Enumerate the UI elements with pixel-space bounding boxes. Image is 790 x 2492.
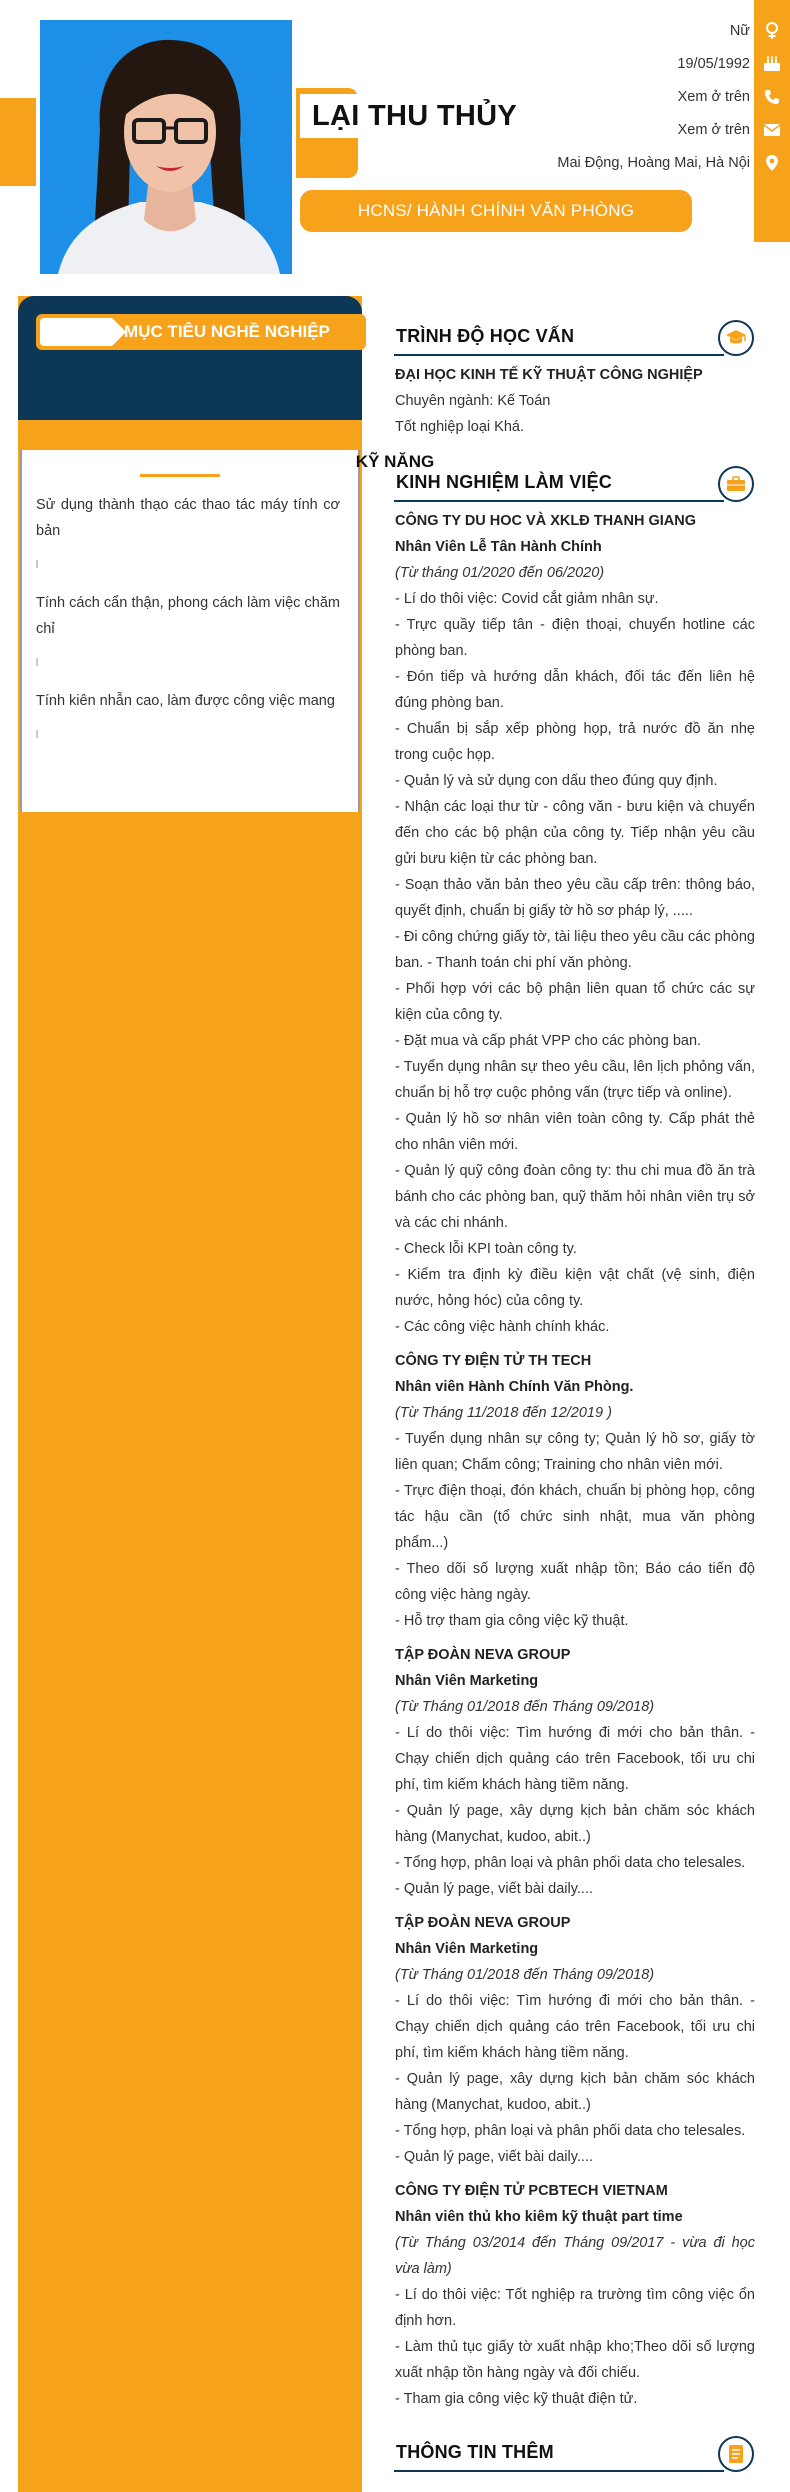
profile-photo [40, 20, 292, 274]
experience-title-line [394, 500, 724, 502]
education-title-line [394, 354, 724, 356]
job-entry [395, 1910, 755, 2170]
job-duty: - Soạn thảo văn bản theo yêu cầu cấp trên: thông báo, quyết định, chuẩn bị giấy tờ hồ sơ pháp lý, ..... [395, 877, 755, 919]
location-pin-icon [754, 146, 790, 179]
job-company: CÔNG TY ĐIỆN TỬ PCBTECH VIETNAM [395, 2183, 668, 2199]
birthday-cake-icon [754, 47, 790, 80]
phone-icon [754, 80, 790, 113]
job-duty: - Lí do thôi việc: Tìm hướng đi mới cho bản thân. - Chạy chiến dịch quảng cáo trên Facebook, tối ưu chi phí, tìm kiếm khách hàng tiềm năng. [395, 1725, 755, 1793]
skill-item: Tính cách cẩn thận, phong cách làm việc chăm chỉ [36, 595, 340, 637]
job-duty: - Lí do thôi việc: Covid cắt giảm nhân sự. [395, 591, 659, 607]
job-company: TẬP ĐOÀN NEVA GROUP [395, 1915, 571, 1931]
skills-title: KỸ NĂNG [355, 452, 435, 471]
job-position: Nhân Viên Lễ Tân Hành Chính [395, 539, 602, 555]
job-period: (Từ tháng 01/2020 đến 06/2020) [395, 565, 605, 581]
job-duty: - Tuyển dụng nhân sự theo yêu cầu, lên lịch phỏng vấn, chuẩn bị hỗ trợ cuộc phỏng vấn (trực tiếp và online). [395, 1059, 755, 1101]
experience-content [395, 508, 755, 2412]
job-duty: - Đi công chứng giấy tờ, tài liệu theo yêu cầu các phòng ban. - Thanh toán chi phí văn phòng. [395, 929, 755, 971]
job-period: (Từ Tháng 03/2014 đến Tháng 09/2017 - vừa đi học vừa làm) [395, 2235, 755, 2277]
job-entry [395, 1348, 755, 1634]
contact-phone: Xem ở trên [677, 88, 750, 105]
job-duty: - Theo dõi số lượng xuất nhập tồn; Báo cáo tiến độ công việc hàng ngày. [395, 1561, 755, 1603]
skill-level-bar [36, 560, 38, 568]
job-position: Nhân viên Hành Chính Văn Phòng. [395, 1379, 634, 1395]
job-period: (Từ Tháng 11/2018 đến 12/2019 ) [395, 1405, 612, 1421]
job-position: Nhân viên thủ kho kiêm kỹ thuật part time [395, 2209, 683, 2225]
graduation-cap-icon [718, 320, 754, 356]
skill-item: Tính kiên nhẫn cao, làm được công việc mang [36, 693, 335, 709]
job-duty: - Đón tiếp và hướng dẫn khách, đối tác đến liên hệ đúng phòng ban. [395, 669, 755, 711]
job-duty: - Tổng hợp, phân loại và phân phối data cho telesales. [395, 2123, 746, 2139]
job-company: CÔNG TY ĐIỆN TỬ TH TECH [395, 1353, 592, 1369]
job-duty: - Quản lý quỹ công đoàn công ty: thu chi mua đồ ăn trà bánh cho các phòng ban, quỹ thăm hỏi nhân viên trụ sở và các chi nhánh. [395, 1163, 755, 1231]
career-objective-tab-marker [40, 318, 112, 346]
experience-header [394, 464, 754, 504]
briefcase-icon [718, 466, 754, 502]
job-duty: - Lí do thôi việc: Tìm hướng đi mới cho bản thân. - Chạy chiến dịch quảng cáo trên Facebook, tối ưu chi phí, tìm kiếm khách hàng tiềm năng. [395, 1993, 755, 2061]
job-duty: - Quản lý page, viết bài daily.... [395, 2149, 594, 2165]
gender-icon [754, 14, 790, 47]
education-content [395, 362, 755, 440]
job-entry [395, 2178, 755, 2412]
job-entry [395, 508, 755, 1340]
job-duty: - Hỗ trợ tham gia công việc kỹ thuật. [395, 1613, 629, 1629]
job-duty: - Trực quầy tiếp tân - điện thoại, chuyển hotline các phòng ban. [395, 617, 755, 659]
job-duty: - Phối hợp với các bộ phận liên quan tổ chức các sự kiện của công ty. [395, 981, 755, 1023]
job-duty: - Kiểm tra định kỳ điều kiện vật chất (vệ sinh, điện nước, hỏng hóc) của công ty. [395, 1267, 755, 1309]
contact-icon-bar [754, 0, 790, 242]
job-duty: - Tham gia công việc kỹ thuật điện tử. [395, 2391, 638, 2407]
job-duty: - Quản lý và sử dụng con dấu theo đúng quy định. [395, 773, 718, 789]
job-period: (Từ Tháng 01/2018 đến Tháng 09/2018) [395, 1967, 655, 1983]
contact-list [420, 14, 750, 179]
career-objective-title: MỤC TIÊU NGHỀ NGHIỆP [124, 322, 330, 341]
job-entry [395, 1642, 755, 1902]
header-accent-tab [0, 98, 36, 186]
job-duty: - Làm thủ tục giấy tờ xuất nhập kho;Theo dõi số lượng xuất nhập tồn hàng ngày và đối chiếu. [395, 2339, 755, 2381]
job-position: Nhân Viên Marketing [395, 1941, 539, 1957]
job-duty: - Các công việc hành chính khác. [395, 1319, 610, 1335]
job-duty: - Tổng hợp, phân loại và phân phối data cho telesales. [395, 1855, 746, 1871]
job-title-text: HCNS/ HÀNH CHÍNH VĂN PHÒNG [357, 201, 635, 220]
job-company: TẬP ĐOÀN NEVA GROUP [395, 1647, 571, 1663]
job-duty: - Quản lý page, xây dựng kịch bản chăm sóc khách hàng (Manychat, kudoo, abit..) [395, 2071, 755, 2113]
education-header [394, 318, 754, 358]
additional-info-title: THÔNG TIN THÊM [396, 2442, 554, 2462]
skill-level-bar [36, 730, 166, 738]
job-duty: - Trực điện thoại, đón khách, chuẩn bị phòng họp, công tác hậu cần (tổ chức sinh nhật, mua văn phòng phẩm...) [395, 1483, 755, 1551]
education-grade: Tốt nghiệp loại Khá. [395, 419, 524, 435]
job-duty: - Đặt mua và cấp phát VPP cho các phòng ban. [395, 1033, 702, 1049]
job-duty: - Quản lý hồ sơ nhân viên toàn công ty. Cấp phát thẻ cho nhân viên mới. [395, 1111, 755, 1153]
skills-title-underline [140, 474, 220, 477]
candidate-name: LẠI THU THỦY [312, 100, 517, 132]
job-company: CÔNG TY DU HOC VÀ XKLĐ THANH GIANG [395, 513, 697, 529]
education-major: Chuyên ngành: Kế Toán [395, 393, 551, 409]
job-duty: - Nhận các loại thư từ - công văn - bưu kiện và chuyển đến cho các bộ phận của công ty. Tiếp nhận yêu cầu gửi bưu kiện từ các phòng ban. [395, 799, 755, 867]
job-duty: - Quản lý page, xây dựng kịch bản chăm sóc khách hàng (Manychat, kudoo, abit..) [395, 1803, 755, 1845]
additional-info-title-line [394, 2470, 724, 2472]
contact-birthday: 19/05/1992 [677, 55, 750, 72]
job-position: Nhân Viên Marketing [395, 1673, 539, 1689]
job-duty: - Chuẩn bị sắp xếp phòng họp, trả nước đồ ăn nhẹ trong cuộc họp. [395, 721, 755, 763]
info-document-icon [718, 2436, 754, 2472]
job-title-badge [300, 190, 692, 232]
education-title: TRÌNH ĐỘ HỌC VẤN [396, 326, 575, 346]
experience-title: KINH NGHIỆM LÀM VIỆC [396, 472, 613, 492]
skill-level-bar [36, 658, 248, 666]
contact-email: Xem ở trên [677, 121, 750, 138]
job-duty: - Check lỗi KPI toàn công ty. [395, 1241, 577, 1257]
additional-info-header [394, 2434, 754, 2474]
contact-gender: Nữ [729, 22, 750, 39]
email-icon [754, 113, 790, 146]
education-school: ĐẠI HỌC KINH TẾ KỸ THUẬT CÔNG NGHIỆP [395, 367, 703, 383]
job-duty: - Quản lý page, viết bài daily.... [395, 1881, 594, 1897]
job-duty: - Tuyển dụng nhân sự công ty; Quản lý hồ sơ, giấy tờ liên quan; Chấm công; Training cho nhân viên mới. [395, 1431, 755, 1473]
skill-item: Sử dụng thành thạo các thao tác máy tính cơ bản [36, 497, 340, 539]
contact-address: Mai Động, Hoàng Mai, Hà Nội [557, 154, 750, 171]
job-period: (Từ Tháng 01/2018 đến Tháng 09/2018) [395, 1699, 655, 1715]
job-duty: - Lí do thôi việc: Tốt nghiệp ra trường tìm công việc ổn định hơn. [395, 2287, 755, 2329]
